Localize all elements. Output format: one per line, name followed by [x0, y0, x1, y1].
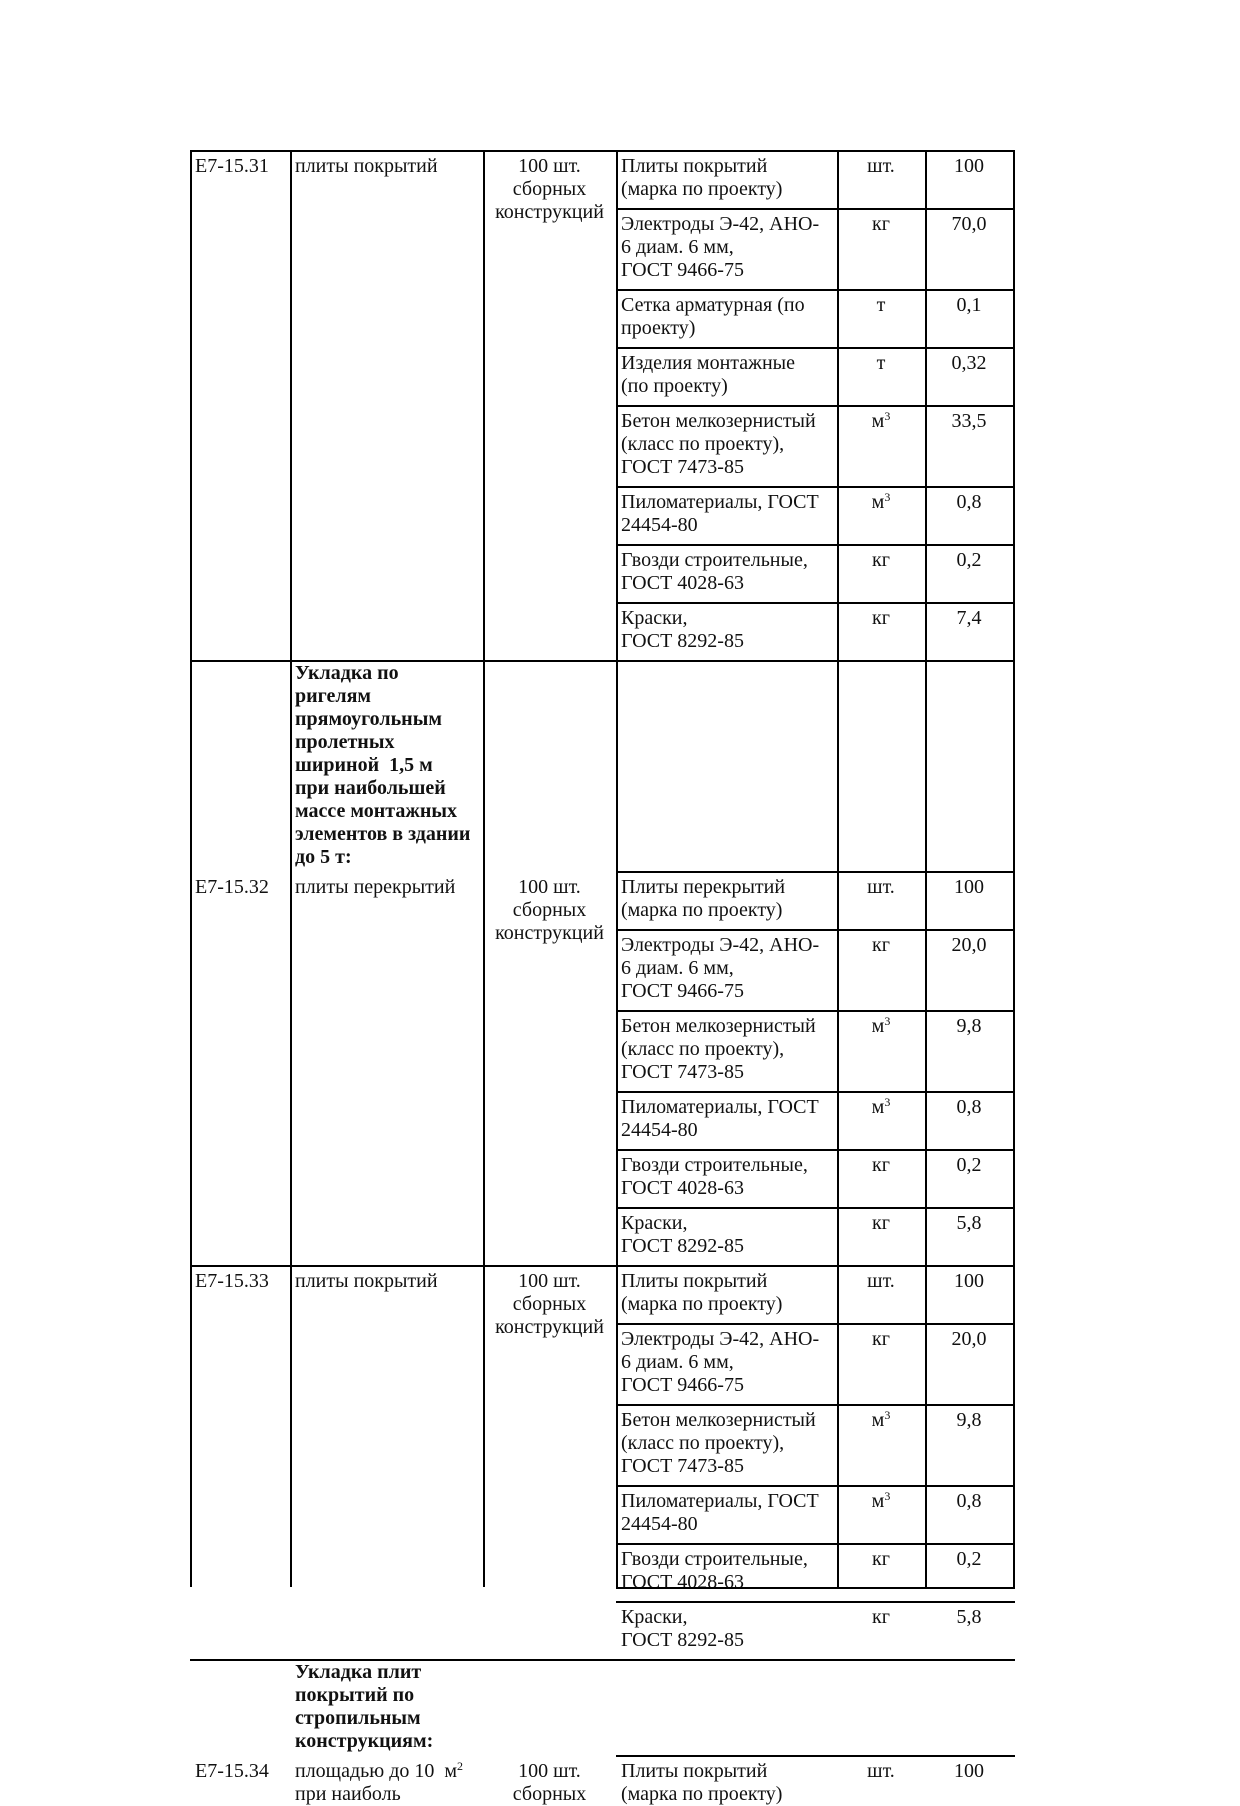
unit-superscript: 3	[884, 409, 891, 423]
row-border	[616, 1207, 1015, 1209]
material-quantity: 0,32	[951, 352, 987, 374]
row-border	[616, 405, 1015, 407]
material-unit: $м^3$	[871, 1408, 891, 1431]
material-name: Сетка арматурная (по проекту)	[621, 294, 805, 339]
entry-code: E7-15.33	[195, 1270, 269, 1292]
row-border	[616, 1010, 1015, 1012]
entry-name: плиты покрытий	[295, 155, 438, 177]
row-border	[616, 544, 1015, 546]
material-name: Гвозди строительные, ГОСТ 4028-63	[621, 1154, 808, 1199]
material-unit: $м^3$	[871, 1489, 891, 1512]
row-border	[616, 1587, 1015, 1589]
name-superscript: 2	[457, 1759, 464, 1773]
material-unit: $м^3$	[871, 1014, 891, 1037]
material-name: Электроды Э-42, АНО- 6 диам. 6 мм, ГОСТ 9466-75	[621, 213, 820, 281]
material-name: Плиты покрытий (марка по проекту)	[621, 1270, 783, 1315]
row-border	[190, 1265, 1015, 1267]
row-border	[616, 1323, 1015, 1325]
material-quantity: 0,2	[956, 549, 982, 571]
material-quantity: 33,5	[951, 410, 987, 432]
entry-name: площадью до 10 $м^2$	[295, 1759, 464, 1782]
entry-measure-unit: 100 шт. сборных конструкций	[495, 1270, 604, 1338]
material-unit: шт.	[867, 1270, 895, 1292]
unit-superscript: 3	[884, 1014, 891, 1028]
material-name: Пиломатериалы, ГОСТ 24454-80	[621, 1096, 819, 1141]
material-unit: кг	[872, 1606, 890, 1628]
entry-measure-unit: 100 шт. сборных	[512, 1760, 587, 1805]
row-border	[190, 660, 1015, 662]
material-unit: кг	[872, 1212, 890, 1234]
material-unit: $м^3$	[871, 490, 891, 513]
entry-code: E7-15.32	[195, 876, 269, 898]
row-border	[616, 208, 1015, 210]
material-name: Гвозди строительные, ГОСТ 4028-63	[621, 549, 808, 594]
unit-superscript: 3	[884, 1408, 891, 1422]
material-unit: кг	[872, 1548, 890, 1570]
row-border	[616, 1149, 1015, 1151]
material-name: Бетон мелкозернистый (класс по проекту), ГОСТ 7473-85	[621, 410, 816, 478]
entry-measure-unit: 100 шт. сборных конструкций	[495, 155, 604, 223]
material-unit: шт.	[867, 876, 895, 898]
material-quantity: 0,2	[956, 1548, 982, 1570]
column-border	[190, 150, 192, 1587]
material-quantity: 100	[954, 155, 984, 177]
material-quantity: 0,8	[956, 1490, 982, 1512]
entry-code: E7-15.31	[195, 155, 269, 177]
section-heading: Укладка плит покрытий по стропильным конструкциям:	[295, 1661, 434, 1752]
row-border	[616, 289, 1015, 291]
material-name: Электроды Э-42, АНО- 6 диам. 6 мм, ГОСТ 9466-75	[621, 934, 820, 1002]
material-name: Краски, ГОСТ 8292-85	[621, 607, 744, 652]
material-quantity: 20,0	[951, 1328, 987, 1350]
material-quantity: 9,8	[956, 1015, 982, 1037]
material-unit: кг	[872, 607, 890, 629]
row-border	[616, 486, 1015, 488]
material-name: Бетон мелкозернистый (класс по проекту), ГОСТ 7473-85	[621, 1409, 816, 1477]
material-quantity: 100	[954, 876, 984, 898]
material-unit: кг	[872, 934, 890, 956]
material-unit: кг	[872, 213, 890, 235]
row-border	[616, 871, 1015, 873]
material-unit: кг	[872, 1328, 890, 1350]
row-border	[190, 1659, 1015, 1661]
entry-code: E7-15.34	[195, 1760, 269, 1782]
unit-superscript: 3	[884, 490, 891, 504]
material-unit: т	[876, 294, 886, 316]
column-border	[925, 150, 927, 1587]
material-name: Краски, ГОСТ 8292-85	[621, 1212, 744, 1257]
column-border	[837, 150, 839, 1587]
material-name: Бетон мелкозернистый (класс по проекту), ГОСТ 7473-85	[621, 1015, 816, 1083]
column-border	[616, 150, 618, 1587]
material-name: Электроды Э-42, АНО- 6 диам. 6 мм, ГОСТ 9466-75	[621, 1328, 820, 1396]
material-quantity: 100	[954, 1270, 984, 1292]
unit-superscript: 3	[884, 1095, 891, 1109]
column-border	[483, 150, 485, 1587]
material-unit: $м^3$	[871, 1095, 891, 1118]
material-unit: т	[876, 352, 886, 374]
row-border	[616, 1755, 1015, 1757]
section-heading: Укладка по ригелям прямоугольным пролетных шириной 1,5 м при наибольшей массе монтажных элементов в здании до 5 т:	[295, 662, 471, 868]
column-border	[1013, 150, 1015, 1587]
material-name: Плиты покрытий (марка по проекту)	[621, 155, 783, 200]
material-quantity: 9,8	[956, 1409, 982, 1431]
material-unit: шт.	[867, 155, 895, 177]
row-border	[616, 1091, 1015, 1093]
column-border	[290, 150, 292, 1587]
entry-name-continuation: при наиболь	[295, 1783, 401, 1805]
entry-measure-unit: 100 шт. сборных конструкций	[495, 876, 604, 944]
material-unit: кг	[872, 549, 890, 571]
row-border	[616, 347, 1015, 349]
material-name: Гвозди строительные, ГОСТ 4028-63	[621, 1548, 808, 1593]
material-name: Пиломатериалы, ГОСТ 24454-80	[621, 491, 819, 536]
material-unit: $м^3$	[871, 409, 891, 432]
entry-name: плиты покрытий	[295, 1270, 438, 1292]
material-unit: шт.	[867, 1760, 895, 1782]
row-border	[616, 1485, 1015, 1487]
material-quantity: 20,0	[951, 934, 987, 956]
row-border	[616, 1404, 1015, 1406]
material-quantity: 7,4	[956, 607, 982, 629]
entry-name: плиты перекрытий	[295, 876, 456, 898]
row-border	[616, 1543, 1015, 1545]
material-quantity: 0,1	[956, 294, 982, 316]
material-name: Изделия монтажные (по проекту)	[621, 352, 795, 397]
material-quantity: 70,0	[951, 213, 987, 235]
row-border	[616, 1601, 1015, 1603]
material-quantity: 0,2	[956, 1154, 982, 1176]
material-name: Плиты перекрытий (марка по проекту)	[621, 876, 786, 921]
material-name: Плиты покрытий (марка по проекту)	[621, 1760, 783, 1805]
material-quantity: 0,8	[956, 1096, 982, 1118]
material-quantity: 5,8	[956, 1212, 982, 1234]
material-name: Краски, ГОСТ 8292-85	[621, 1606, 744, 1651]
row-border	[616, 602, 1015, 604]
material-name: Пиломатериалы, ГОСТ 24454-80	[621, 1490, 819, 1535]
material-quantity: 100	[954, 1760, 984, 1782]
material-unit: кг	[872, 1154, 890, 1176]
material-quantity: 5,8	[956, 1606, 982, 1628]
row-border	[616, 929, 1015, 931]
material-quantity: 0,8	[956, 491, 982, 513]
row-border	[190, 150, 1015, 152]
unit-superscript: 3	[884, 1489, 891, 1503]
